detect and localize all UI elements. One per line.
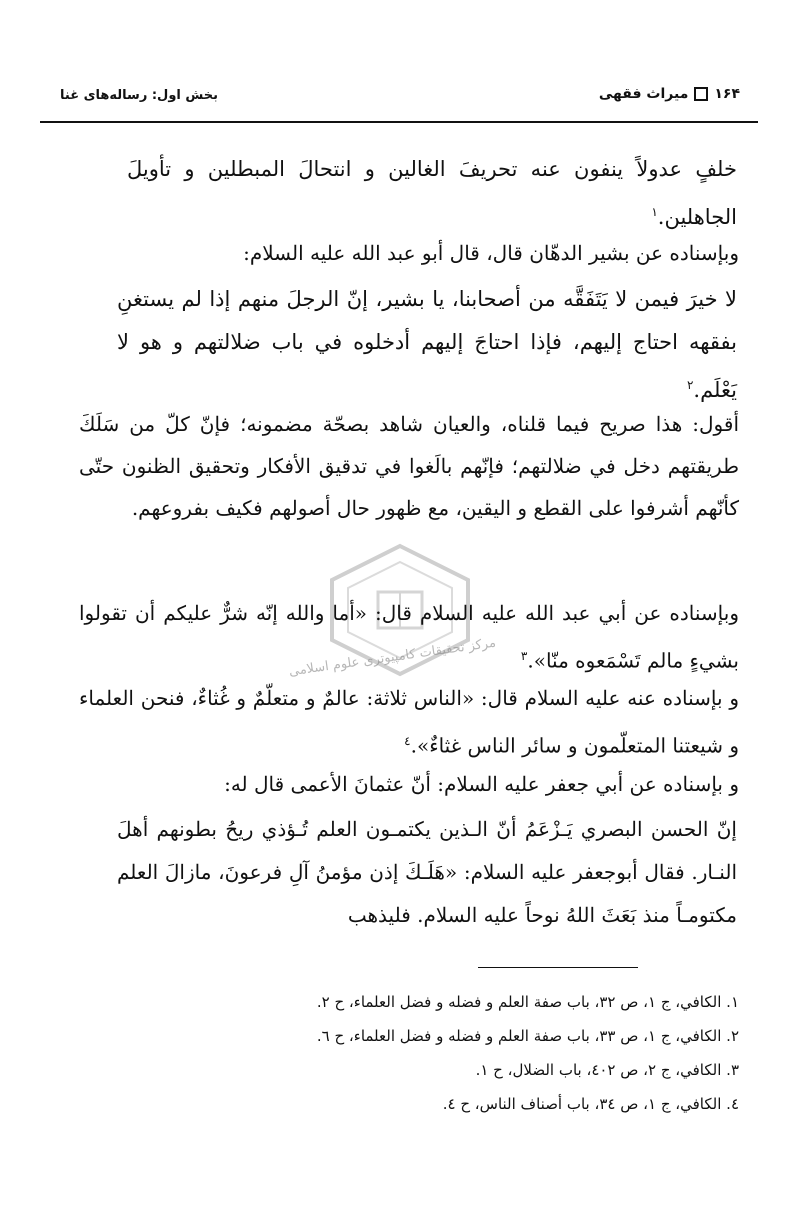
section-title: بخش اول: رساله‌های غنا — [60, 88, 219, 103]
footnote-rule — [478, 967, 638, 968]
chain-paragraph-5: و بإسناده عن أبي جعفر عليه السلام: أنّ عثمانَ الأعمى قال له: — [224, 772, 739, 796]
watermark-text: مرکز تحقیقات کامپیوتری علوم اسلامی — [287, 635, 497, 680]
quote-1-text: خلفٍ عدولاً ينفون عنه تحريفَ الغالين و انتحالَ المبطلين و تأويلَ الجاهلين. — [127, 157, 737, 229]
chain-paragraph-1: وبإسناده عن بشير الدهّان قال، قال أبو عبد الله عليه السلام: — [243, 241, 739, 265]
square-bullet-icon — [694, 87, 708, 101]
footnote-3: ٣. الكافي، ج ٢، ص ٤٠٢، باب الضلال، ح ١. — [475, 1061, 739, 1079]
chain-paragraph-3 — [79, 592, 739, 683]
quote-paragraph-2 — [117, 278, 737, 412]
footnote-ref-2: ٢ — [686, 378, 694, 392]
sanad-4-text: و بإسناده عنه عليه السلام قال: «الناس ثلاثة: عالمٌ و متعلّمٌ و غُثاءٌ، فنحن العلماء و شيعتنا المتعلّمون و سائر الناس غثاءٌ». — [79, 686, 739, 758]
header-rule — [40, 121, 758, 123]
footnote-4: ٤. الكافي، ج ١، ص ٣٤، باب أصناف الناس، ح ٤. — [442, 1095, 739, 1113]
book-title: میراث فقهی — [598, 86, 689, 102]
quote-paragraph-1 — [127, 148, 737, 239]
running-header — [60, 86, 740, 110]
header-page-info — [599, 86, 740, 102]
quote-2-text: لا خيرَ فيمن لا يَتَفَقَّه من أصحابنا، يا بشير، إنّ الرجلَ منهم إذا لم يستغنِ بفقهه احتاج إليهم، فإذا احتاجَ إليهم أدخلوه في باب ضلالتهم و هو لا يَعْلَم. — [117, 287, 737, 402]
commentary-paragraph: أقول: هذا صريح فيما قلناه، والعيان شاهد بصحّة مضمونه؛ فإنّ كلّ من سَلَكَ طريقتهم دخل في ضلالتهم؛ فإنّهم بالَغوا في تدقيق الأفكار وتحقيق الظنون حتّى كأنّهم أشرفوا على القطع و اليقين، مع ظهور حال أصولهم فكيف بفروعهم. — [79, 412, 739, 520]
footnote-ref-3: ٣ — [520, 649, 528, 663]
quote-paragraph-5: إنّ الحسن البصري يَـزْعَمُ أنّ الـذين يكتمـون العلم تُـؤذي ريحُ بطونهم أهلَ النـار. فقال أبوجعفر عليه السلام: «هَلَـكَ إذن مؤمنُ آلِ فرعونَ، مازالَ العلم مكتومـاً منذ بَعَثَ اللهُ نوحاً عليه السلام. فليذهب — [117, 817, 737, 927]
footnote-ref-4: ٤ — [404, 734, 411, 748]
footnote-2: ٢. الكافي، ج ١، ص ٣٣، باب صفة العلم و فضله و فضل العلماء، ح ٦. — [316, 1027, 739, 1045]
sanad-3-text: وبإسناده عن أبي عبد الله عليه السلام قال: «أما والله إنّه شرٌّ عليكم أن تقولوا بشيءٍ مالم تَسْمَعوه منّا». — [79, 601, 739, 673]
footnotes — [99, 985, 739, 1121]
footnote-1: ١. الكافي، ج ١، ص ٣٢، باب صفة العلم و فضله و فضل العلماء، ح ٢. — [316, 993, 739, 1011]
chain-paragraph-4 — [79, 677, 739, 768]
footnote-ref-1: ١ — [651, 205, 658, 219]
page-number: ۱۶۴ — [714, 86, 740, 102]
